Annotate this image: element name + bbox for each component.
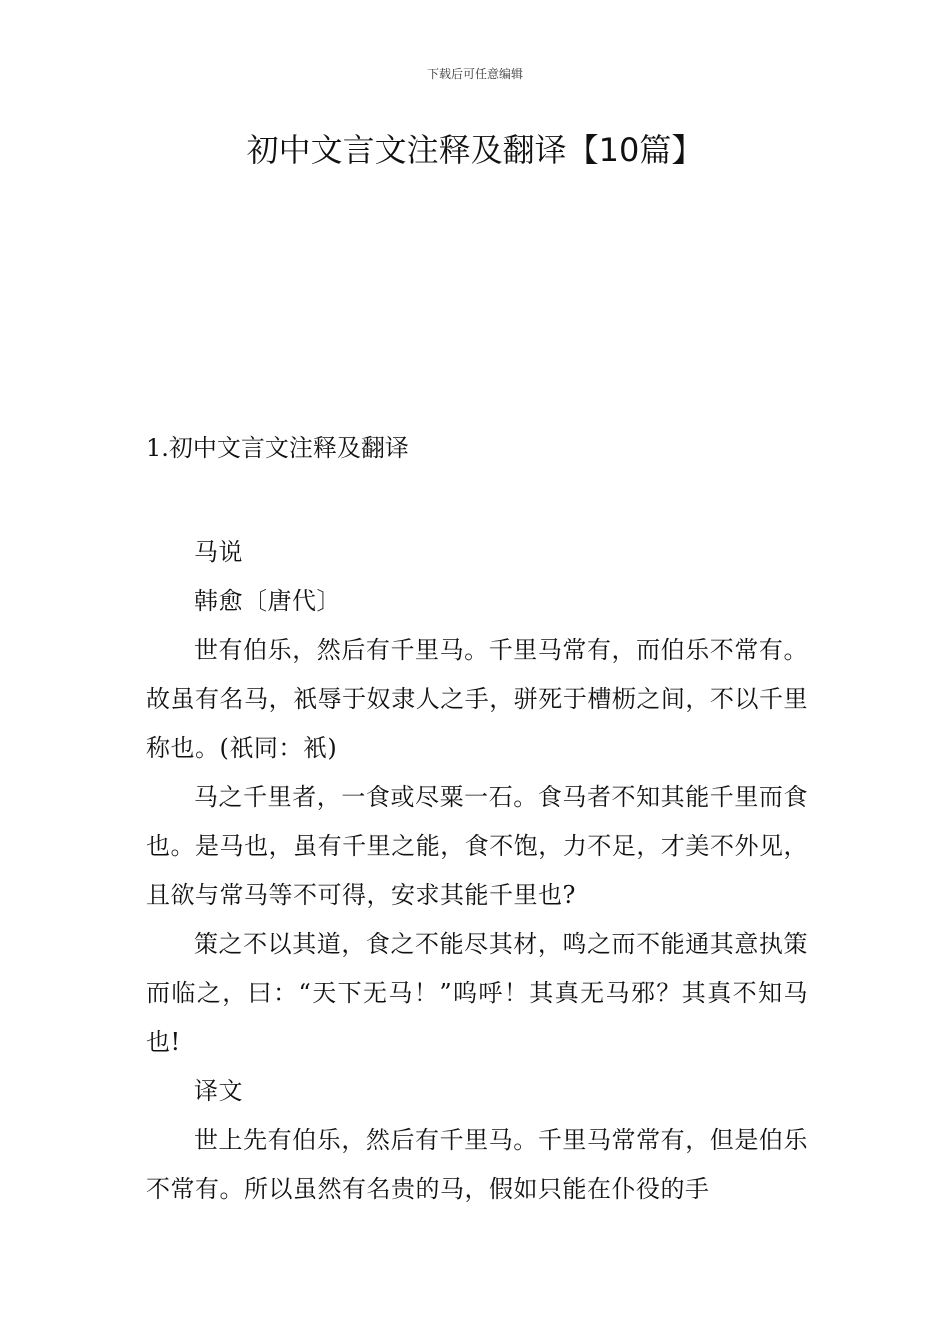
document-title: 初中文言文注释及翻译【10篇】 [246, 131, 704, 169]
paragraph: 世上先有伯乐，然后有千里马。千里马常常有，但是伯乐不常有。所以虽然有名贵的马，假如只能在仆役的手 [146, 1126, 808, 1203]
translation-heading: 译文 [194, 1077, 243, 1105]
paragraph: 马之千里者，一食或尽粟一石。食马者不知其能千里而食也。是马也，虽有千里之能，食不饱，力不足，才美不外见，且欲与常马等不可得，安求其能千里也? [146, 783, 808, 909]
paragraph: 世有伯乐，然后有千里马。千里马常有，而伯乐不常有。故虽有名马，祇辱于奴隶人之手，骈死于槽枥之间，不以千里称也。(祇同：衹) [146, 636, 808, 762]
document-body [146, 528, 808, 1214]
page-header-note: 下载后可任意编辑 [426, 67, 523, 81]
section-heading: 1.初中文言文注释及翻译 [146, 434, 409, 462]
paragraph: 策之不以其道，食之不能尽其材，鸣之而不能通其意执策而临之，曰：“天下无马！”呜呼！其真无马邪？其真不知马也! [146, 930, 808, 1056]
poem-author: 韩愈〔唐代〕 [194, 587, 341, 615]
poem-title: 马说 [194, 538, 243, 566]
